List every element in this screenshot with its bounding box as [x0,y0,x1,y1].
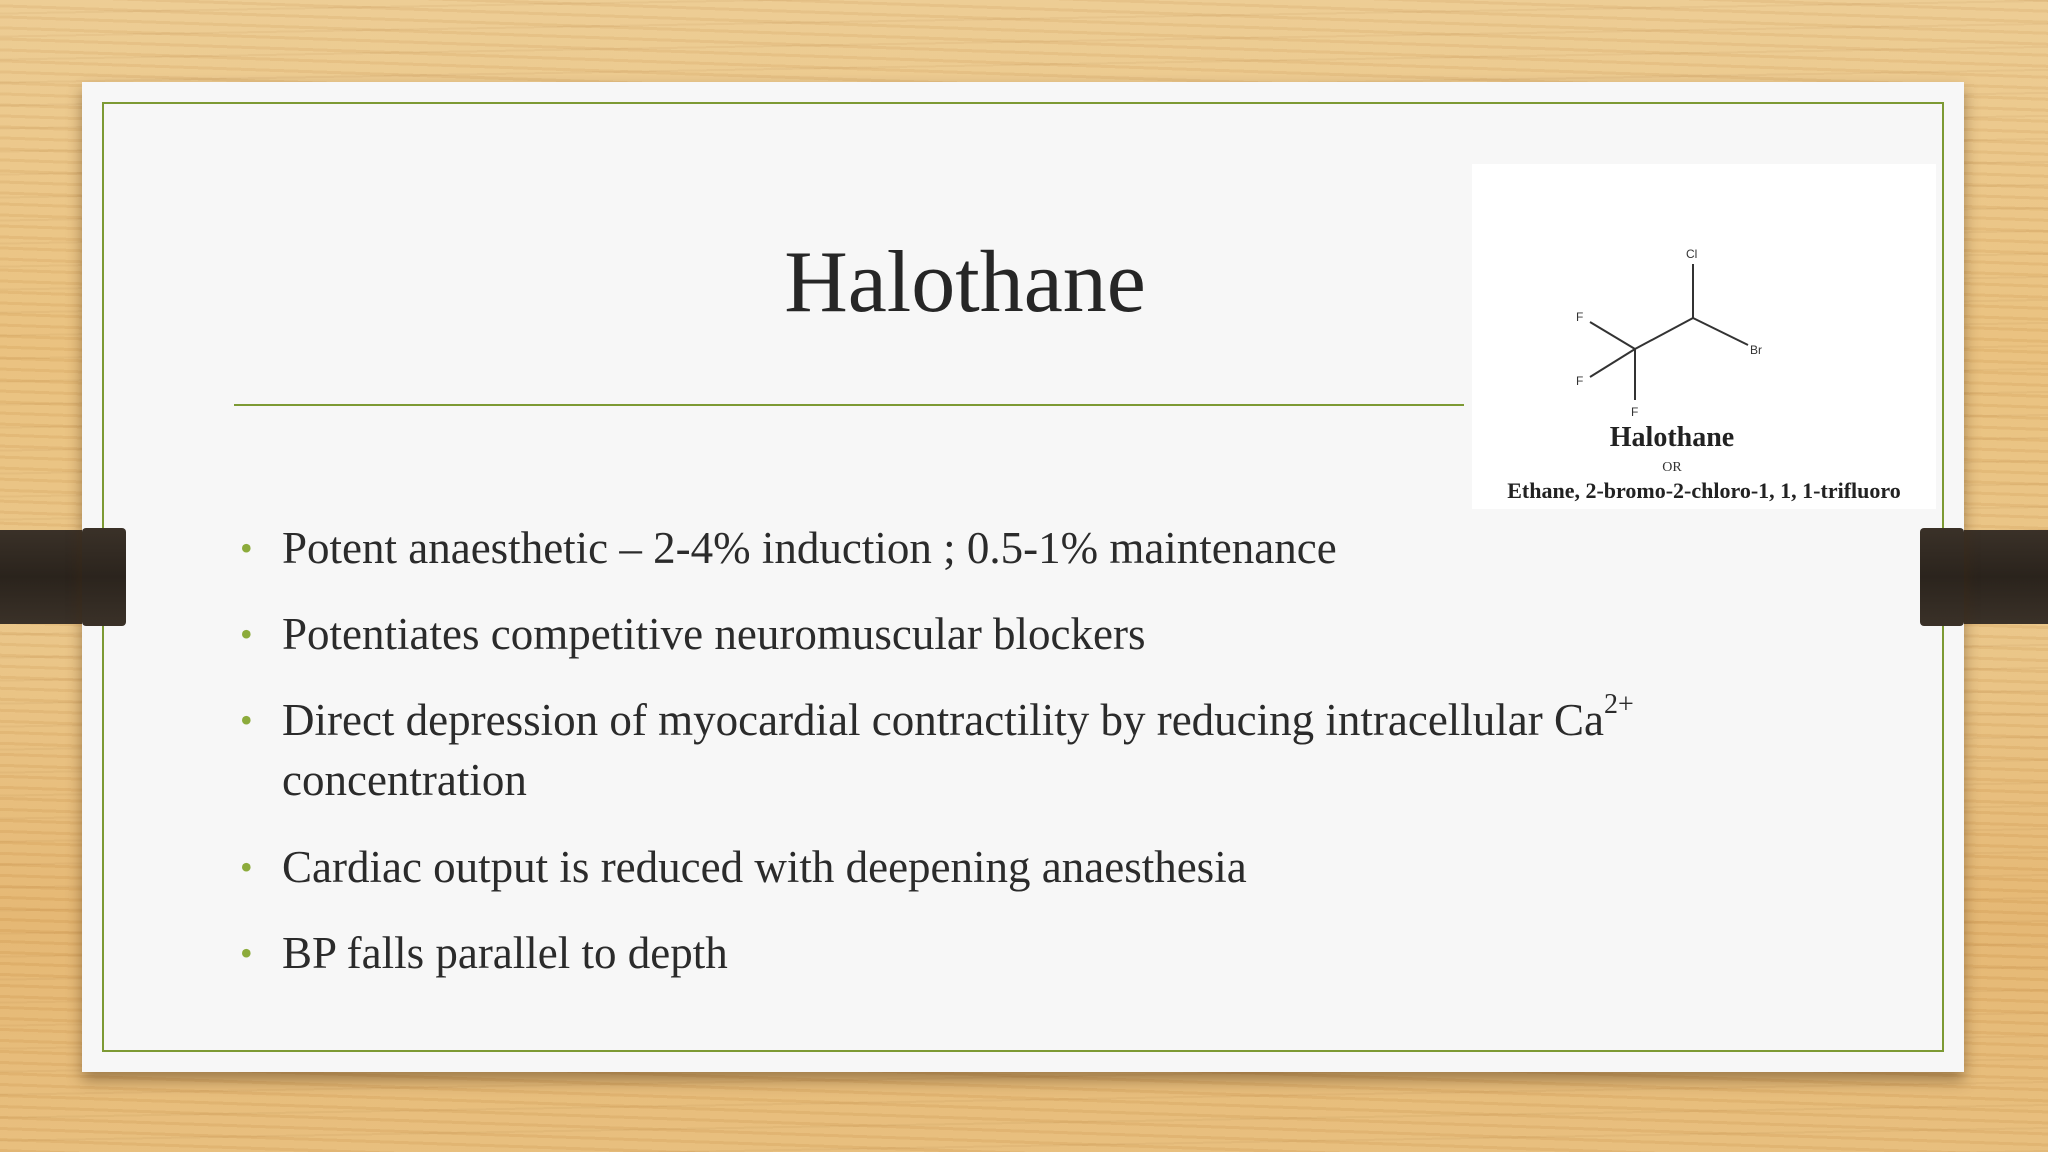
halothane-structure-image [1472,164,1936,509]
bond-c-br [1693,318,1748,345]
bullet-item [240,604,1842,664]
bullet-marker-icon: • [240,528,253,568]
bullet-item [240,923,1842,983]
atom-f3: F [1631,405,1639,419]
structure-caption-iupac: Ethane, 2-bromo-2-chloro-1, 1, 1-trifluoro [1507,478,1901,503]
bullet-text-continuation: concentration [282,755,527,805]
bullet-marker-icon: • [240,700,253,740]
binder-clip-left [82,528,126,626]
atom-f2: F [1576,374,1584,388]
structure-caption-name: Halothane [1609,422,1735,453]
bullet-marker-icon: • [240,933,253,973]
bullet-superscript: 2+ [1604,689,1634,720]
structure-caption-or: OR [1662,460,1682,475]
bullet-text: Potent anaesthetic – 2-4% induction ; 0.5-1% maintenance [282,523,1337,573]
binder-clip-right [1920,528,1964,626]
bullet-text: Direct depression of myocardial contractility by reducing intracellular Ca [282,695,1605,745]
bullet-marker-icon: • [240,847,253,887]
atom-br: Br [1750,343,1762,357]
atom-f1: F [1576,310,1584,324]
title-divider [234,404,1464,406]
bond-c-f2 [1590,349,1635,377]
slide [82,82,1964,1072]
atom-cl: Cl [1686,247,1698,261]
bullet-text: Cardiac output is reduced with deepening anaesthesia [282,842,1247,892]
slide-title-text: Halothane [784,234,1146,331]
bullet-marker-icon: • [240,614,253,654]
bond-c-c [1635,318,1693,349]
bullet-item [240,837,1842,897]
bond-c-f1 [1590,322,1635,349]
bullet-item [240,518,1842,578]
structural-formula [1472,164,1936,509]
bullet-text: Potentiates competitive neuromuscular blockers [282,609,1146,659]
bullet-item [240,689,1842,810]
bullet-text: BP falls parallel to depth [282,928,728,978]
